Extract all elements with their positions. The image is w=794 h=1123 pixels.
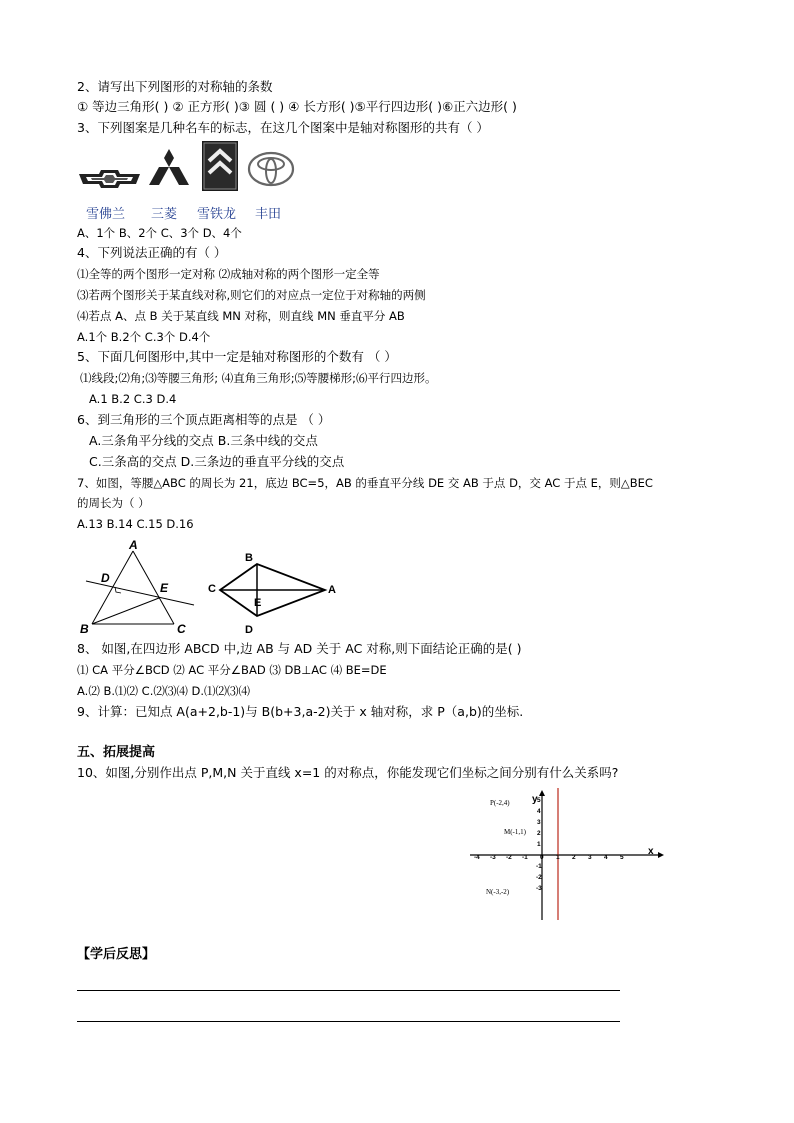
q4-title: 4、下列说法正确的有（ ） xyxy=(77,245,227,260)
x-tick-label: 0 xyxy=(540,854,544,861)
q4-statement-1-2: ⑴全等的两个图形一定对称 ⑵成轴对称的两个图形一定全等 xyxy=(77,267,380,281)
q8-items: ⑴ CA 平分∠BCD ⑵ AC 平分∠BAD ⑶ DB⊥AC ⑷ BE=DE xyxy=(77,663,387,677)
q2-title: 2、请写出下列图形的对称轴的条数 xyxy=(77,79,273,94)
y-tick-label: 1 xyxy=(537,841,541,848)
tri-label-e: E xyxy=(160,581,169,595)
brand-mitsubishi: 三菱 xyxy=(151,207,178,222)
answer-line-1 xyxy=(77,990,620,991)
q5-items: ⑴线段;⑵角;⑶等腰三角形; ⑷直角三角形;⑸等腰梯形;⑹平行四边形。 xyxy=(80,371,437,385)
q5-options: A.1 B.2 C.3 D.4 xyxy=(89,392,177,406)
citroen-logo xyxy=(202,141,238,191)
y-tick-label: 2 xyxy=(537,830,541,837)
kite-label-e: E xyxy=(254,597,262,609)
brand-chevrolet: 雪佛兰 xyxy=(86,207,126,222)
q7-line-1: 7、如图，等腰△ABC 的周长为 21，底边 BC=5，AB 的垂直平分线 DE 交 AB 于点 D，交 AC 于点 E，则△BEC xyxy=(77,476,653,490)
y-tick-label: 5 xyxy=(537,797,541,804)
y-tick-label: 4 xyxy=(537,808,541,815)
point-n-label: N(-3,-2) xyxy=(486,888,510,896)
toyota-logo xyxy=(247,150,295,188)
x-tick-label: 2 xyxy=(572,854,576,861)
brand-citroen: 雪铁龙 xyxy=(197,207,237,222)
point-p-label: P(-2,4) xyxy=(490,799,510,807)
q6-options-ab: A.三条角平分线的交点 B.三条中线的交点 xyxy=(89,433,318,448)
tri-label-d: D xyxy=(101,571,110,585)
reflection-title: 【学后反思】 xyxy=(77,947,156,962)
kite-label-a: A xyxy=(328,584,336,596)
q10: 10、如图,分别作出点 P,M,N 关于直线 x=1 的对称点，你能发现它们坐标之间分别有什么关系吗? xyxy=(77,765,619,780)
q3-title: 3、下列图案是几种名车的标志，在这几个图案中是轴对称图形的共有（ ） xyxy=(77,120,489,135)
kite-label-d: D xyxy=(245,624,253,636)
q4-statement-3: ⑶若两个图形关于某直线对称,则它们的对应点一定位于对称轴的两侧 xyxy=(77,288,426,302)
x-tick-label: 1 xyxy=(556,854,560,861)
q2-items: ① 等边三角形( ) ② 正方形( )③ 圆 ( ) ④ 长方形( )⑤平行四边形( )⑥正六边形( ) xyxy=(77,99,517,114)
brand-toyota: 丰田 xyxy=(255,207,282,222)
q3-options: A、1个 B、2个 C、3个 D、4个 xyxy=(77,226,242,240)
kite-label-c: C xyxy=(208,583,216,595)
y-tick-label: -3 xyxy=(536,885,542,892)
tri-label-a: A xyxy=(129,538,138,552)
kite-figure xyxy=(205,548,345,638)
x-tick-label: -1 xyxy=(522,854,528,861)
answer-line-2 xyxy=(77,1021,620,1022)
triangle-figure xyxy=(80,538,200,634)
q8-options: A.⑵ B.⑴⑵ C.⑵⑶⑷ D.⑴⑵⑶⑷ xyxy=(77,684,251,698)
x-tick-label: -4 xyxy=(474,854,480,861)
x-tick-label: 3 xyxy=(588,854,592,861)
graph-x-label: x xyxy=(648,846,654,857)
q6-options-cd: C.三条高的交点 D.三条边的垂直平分线的交点 xyxy=(89,454,345,469)
y-tick-label: -1 xyxy=(536,863,542,870)
chevrolet-logo xyxy=(77,168,142,190)
kite-label-b: B xyxy=(245,552,253,564)
point-m-label: M(-1,1) xyxy=(504,828,526,836)
section-5-title: 五、拓展提高 xyxy=(77,745,156,760)
x-tick-label: 4 xyxy=(604,854,608,861)
y-tick-label: -2 xyxy=(536,874,542,881)
tri-label-b: B xyxy=(80,622,89,634)
mitsubishi-logo xyxy=(146,147,192,189)
x-tick-label: -2 xyxy=(506,854,512,861)
tri-label-c: C xyxy=(177,622,186,634)
q8-title: 8、 如图,在四边形 ABCD 中,边 AB 与 AD 关于 AC 对称,则下面结论正确的是( ) xyxy=(77,641,522,656)
x-tick-label: -3 xyxy=(490,854,496,861)
x-tick-label: 5 xyxy=(620,854,624,861)
y-tick-label: 3 xyxy=(537,819,541,826)
q7-line-2: 的周长为（ ） xyxy=(77,496,150,510)
q6-title: 6、到三角形的三个顶点距离相等的点是 （ ） xyxy=(77,412,331,427)
q7-options: A.13 B.14 C.15 D.16 xyxy=(77,517,194,531)
graph-y-label: y xyxy=(532,794,538,805)
q4-options: A.1个 B.2个 C.3个 D.4个 xyxy=(77,330,211,344)
coordinate-graph xyxy=(462,784,672,924)
q5-title: 5、下面几何图形中,其中一定是轴对称图形的个数有 （ ） xyxy=(77,349,397,364)
q4-statement-4: ⑷若点 A、点 B 关于某直线 MN 对称，则直线 MN 垂直平分 AB xyxy=(77,309,405,323)
q9: 9、计算：已知点 A(a+2,b-1)与 B(b+3,a-2)关于 x 轴对称，求 P（a,b)的坐标. xyxy=(77,704,524,719)
